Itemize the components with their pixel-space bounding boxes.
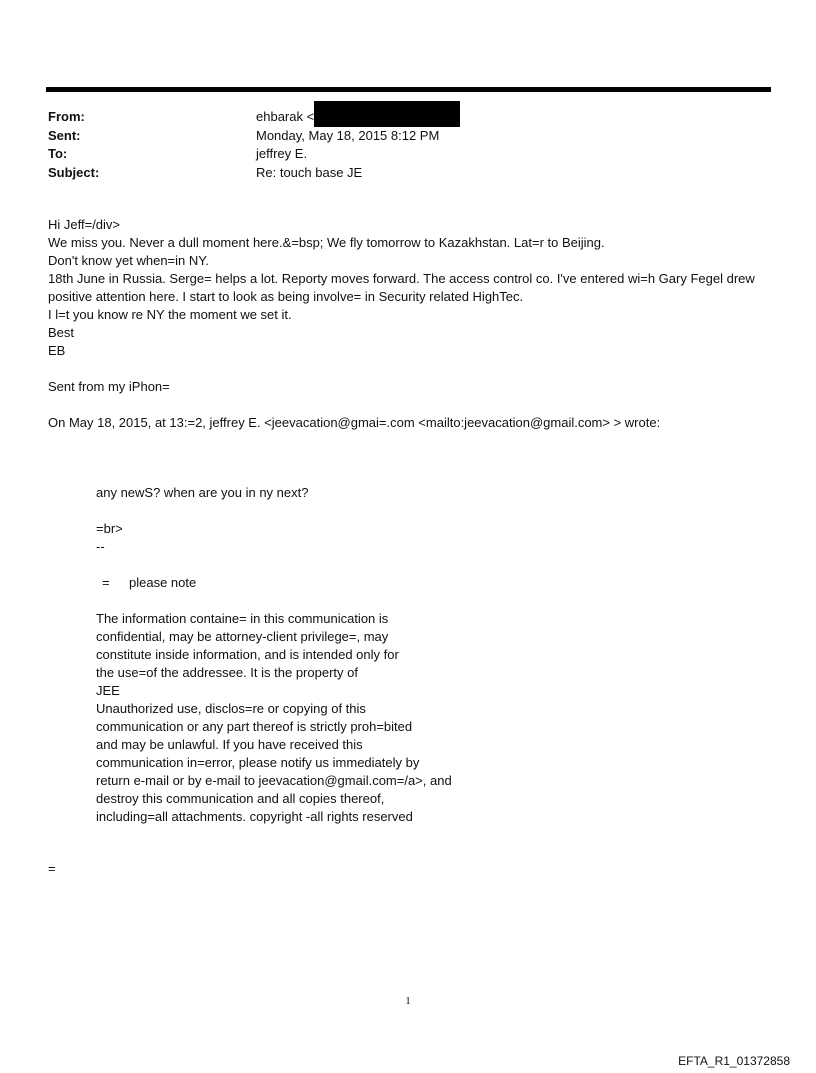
header-rule: [46, 87, 771, 92]
body-line: positive attention here. I start to look as being involve= in Security related HighTec.: [48, 289, 524, 304]
body-line: We miss you. Never a dull moment here.&=bsp; We fly tomorrow to Kazakhstan. Lat=r to Beijing.: [48, 235, 605, 250]
body-line: EB: [48, 343, 66, 358]
body-line: I l=t you know re NY the moment we set it.: [48, 307, 292, 322]
redaction-box: [314, 101, 460, 127]
from-label: From:: [48, 109, 85, 124]
note-text: please note: [129, 575, 197, 590]
sent-row: [48, 127, 768, 146]
disclaimer-line: and may be unlawful. If you have received this: [96, 737, 363, 752]
note-eq: =: [102, 575, 110, 590]
disclaimer-line: destroy this communication and all copies thereof,: [96, 791, 385, 806]
subject-label: Subject:: [48, 164, 100, 180]
message-body: [48, 216, 773, 432]
disclaimer-line: the use=of the addressee. It is the property of: [96, 665, 358, 680]
disclaimer-line: including=all attachments. copyright -all rights reserved: [96, 809, 413, 824]
disclaimer: [96, 610, 516, 826]
body-line: 18th June in Russia. Serge= helps a lot. Reporty moves forward. The access control co. I've entered wi=h Gary Fegel drew: [48, 271, 755, 286]
sent-value: Monday, May 18, 2015 8:12 PM: [256, 127, 440, 143]
trailing-eq: =: [48, 861, 56, 876]
quote-intro: On May 18, 2015, at 13:=2, jeffrey E. <jeevacation@gmai=.com <mailto:jeevacation@gmail.com> > wrote:: [48, 415, 661, 430]
to-label: To:: [48, 146, 68, 161]
please-note-line: [96, 574, 516, 592]
from-name: ehbarak <: [256, 109, 315, 124]
quoted-message: [96, 484, 516, 592]
subject-row: [48, 164, 768, 183]
subject-value: Re: touch base JE: [256, 164, 363, 180]
quoted-question: any newS? when are you in ny next?: [96, 485, 309, 500]
page-number: 1: [405, 995, 411, 1007]
body-line: Hi Jeff=/div>: [48, 217, 121, 232]
from-value: [256, 108, 768, 127]
disclaimer-line: JEE: [96, 683, 120, 698]
quoted-br: =br>: [96, 521, 123, 536]
from-row: [48, 108, 768, 127]
disclaimer-line: communication in=error, please notify us immediately by: [96, 755, 420, 770]
email-header: [48, 108, 768, 182]
to-row: [48, 145, 768, 164]
disclaimer-line: communication or any part thereof is strictly proh=bited: [96, 719, 413, 734]
document-id: EFTA_R1_01372858: [678, 1054, 790, 1068]
disclaimer-line: constitute inside information, and is intended only for: [96, 647, 399, 662]
quoted-dashes: --: [96, 539, 105, 554]
disclaimer-line: return e-mail or by e-mail to jeevacation@gmail.com=/a>, and: [96, 773, 452, 788]
sent-label: Sent:: [48, 127, 81, 143]
disclaimer-line: The information containe= in this communication is: [96, 611, 389, 626]
body-line: Don't know yet when=in NY.: [48, 253, 209, 268]
body-line: Best: [48, 325, 75, 340]
disclaimer-line: Unauthorized use, disclos=re or copying of this: [96, 701, 366, 716]
to-value: jeffrey E.: [256, 146, 308, 161]
disclaimer-line: confidential, may be attorney-client privilege=, may: [96, 629, 389, 644]
signature-line: Sent from my iPhon=: [48, 379, 170, 394]
